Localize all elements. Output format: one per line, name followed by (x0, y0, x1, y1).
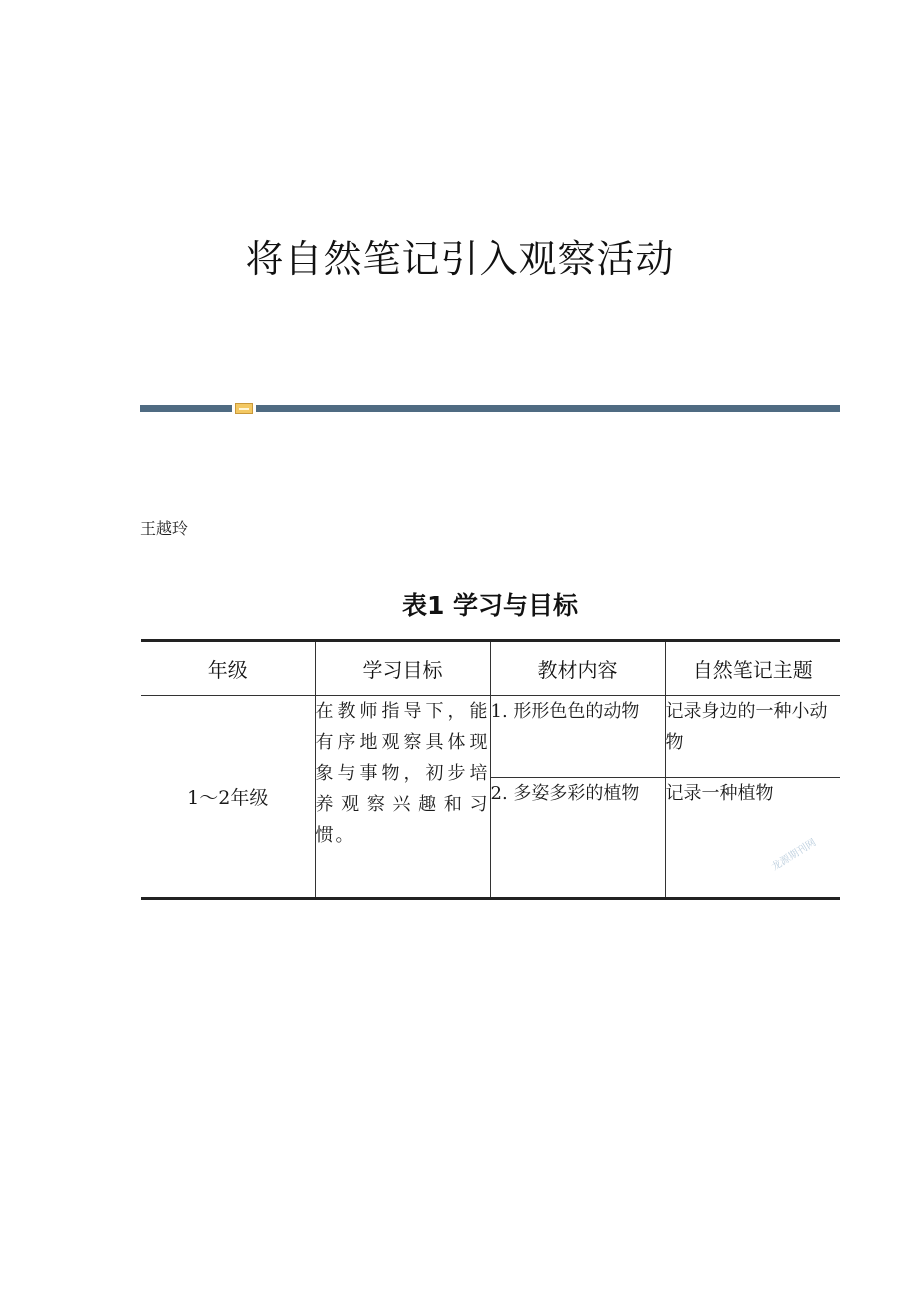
divider-bar-left (140, 405, 232, 412)
table-caption: 表1 学习与目标 (401, 591, 579, 620)
header-learning-goal: 学习目标 (315, 641, 490, 696)
watermark-text: 龙源期刊网 (769, 837, 819, 874)
header-textbook-content: 教材内容 (490, 641, 665, 696)
document-title: 将自然笔记引入观察活动 (245, 237, 675, 281)
table-header-row (141, 641, 840, 696)
table-row (141, 696, 840, 778)
divider-emblem-icon (235, 403, 253, 414)
cell-grade: 1～2年级 (141, 696, 315, 899)
cell-content-1: 1. 形形色色的动物 (490, 696, 665, 778)
divider-bar-right (256, 405, 840, 412)
goals-table (141, 639, 840, 900)
title-divider (140, 403, 840, 413)
cell-theme-2: 记录一种植物 (665, 778, 840, 899)
cell-theme-1: 记录身边的一种小动物 (665, 696, 840, 778)
author-name: 王越玲 (140, 519, 189, 538)
cell-learning-goal: 在教师指导下，能有序地观察具体现象与事物，初步培养观察兴趣和习惯。 (315, 696, 490, 899)
header-grade: 年级 (141, 641, 315, 696)
header-nature-note-theme: 自然笔记主题 (665, 641, 840, 696)
cell-content-2: 2. 多姿多彩的植物 (490, 778, 665, 899)
